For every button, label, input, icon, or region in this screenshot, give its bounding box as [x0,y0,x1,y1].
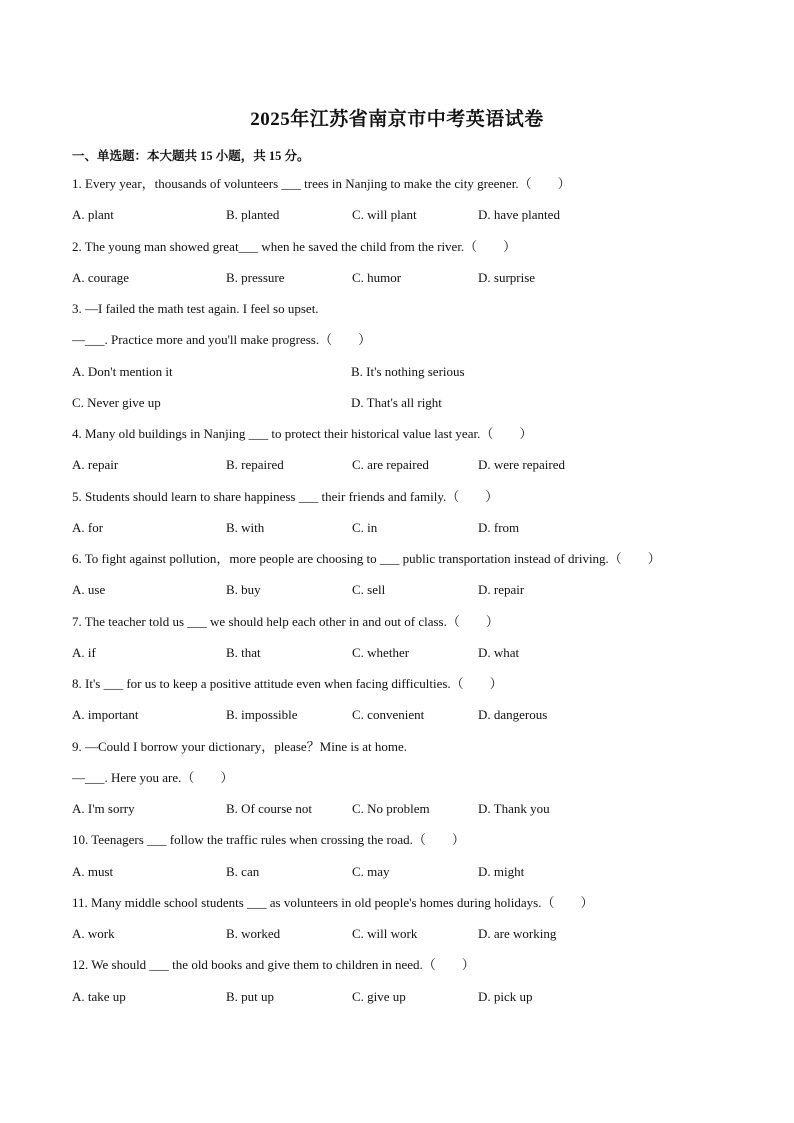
option-a: A. I'm sorry [72,801,135,816]
option-c: C. give up [352,988,406,1004]
question-stem: 2. The young man showed great___ when he saved the child from the river.（ ） [72,238,517,254]
option-c: C. No problem [352,801,430,816]
options-row [72,269,732,300]
option-d: D. pick up [478,988,533,1004]
options-row [72,363,732,394]
options-row [72,206,732,237]
option-c: C. are repaired [352,457,429,473]
question-stem: 12. We should ___ the old books and give them to children in need.（ ） [72,957,475,973]
option-a: A. must [72,863,114,879]
option-d: D. dangerous [478,707,548,723]
option-b: B. with [226,519,265,535]
option-b: B. repaired [226,457,284,473]
option-c: C. will plant [352,207,417,223]
option-c: C. Never give up [72,394,161,410]
options-row [72,800,732,831]
option-a: A. if [72,644,96,660]
option-a: A. work [72,926,115,941]
option-a: A. plant [72,207,114,223]
options-row [72,456,732,487]
question-stem-reply: —___. Practice more and you'll make progress.（ ） [72,332,372,348]
option-b: B. pressure [226,269,285,285]
option-d: D. Thank you [478,801,550,816]
option-a: A. important [72,707,139,723]
option-a: A. courage [72,269,130,285]
question-list [72,175,732,1019]
option-c: C. will work [352,926,418,941]
option-b: B. can [226,863,260,879]
option-d: D. are working [478,926,557,941]
option-b: B. impossible [226,707,298,723]
options-row [72,519,732,550]
options-row [72,863,732,894]
question-stem: 5. Students should learn to share happiness ___ their friends and family.（ ） [72,488,499,504]
option-d: D. from [478,519,520,535]
options-row [72,644,732,675]
options-row [72,988,732,1019]
option-b: B. that [226,644,261,660]
option-c: C. whether [352,644,410,660]
question-stem: 10. Teenagers ___ follow the traffic rules when crossing the road.（ ） [72,832,465,848]
question-stem: 4. Many old buildings in Nanjing ___ to protect their historical value last year.（ ） [72,426,533,441]
option-d: D. surprise [478,269,536,285]
question-stem: 6. To fight against pollution，more people are choosing to ___ public transportation instead of driving.（ ） [72,551,661,566]
option-a: A. for [72,519,104,535]
options-row [72,925,732,956]
option-d: D. repair [478,582,525,598]
option-b: B. planted [226,207,280,223]
question-stem: 7. The teacher told us ___ we should help each other in and out of class.（ ） [72,613,499,629]
question-stem: 8. It's ___ for us to keep a positive attitude even when facing difficulties.（ ） [72,676,503,691]
option-c: C. in [352,519,378,535]
options-row [72,706,732,737]
option-d: D. were repaired [478,457,565,473]
option-b: B. worked [226,926,281,941]
options-row [72,581,732,612]
options-row [72,394,732,425]
question-stem: 9. —Could I borrow your dictionary，please？Mine is at home. [72,738,408,754]
option-c: C. humor [352,269,402,285]
option-a: A. take up [72,988,126,1004]
question-stem: 11. Many middle school students ___ as volunteers in old people's homes during holidays.（ ） [72,894,594,910]
option-c: C. sell [352,582,386,598]
option-d: D. have planted [478,207,560,223]
question-stem: 3. —I failed the math test again. I feel so upset. [72,301,319,316]
option-a: A. repair [72,457,119,473]
option-b: B. Of course not [226,801,312,816]
option-c: C. may [352,863,390,879]
option-d: D. what [478,644,520,660]
question-stem-reply: —___. Here you are.（ ） [72,769,234,785]
option-a: A. use [72,582,106,598]
page-title: 2025年江苏省南京市中考英语试卷 [250,109,544,130]
section-heading: 一、单选题：本大题共 15 小题，共 15 分。 [72,149,310,163]
question-stem: 1. Every year，thousands of volunteers ___ trees in Nanjing to make the city greener.（ ） [72,176,571,191]
option-c: C. convenient [352,707,425,723]
option-d: D. That's all right [351,394,442,410]
option-d: D. might [478,863,525,879]
option-b: B. It's nothing serious [351,363,465,379]
option-a: A. Don't mention it [72,363,173,379]
option-b: B. put up [226,988,275,1004]
option-b: B. buy [226,582,261,598]
